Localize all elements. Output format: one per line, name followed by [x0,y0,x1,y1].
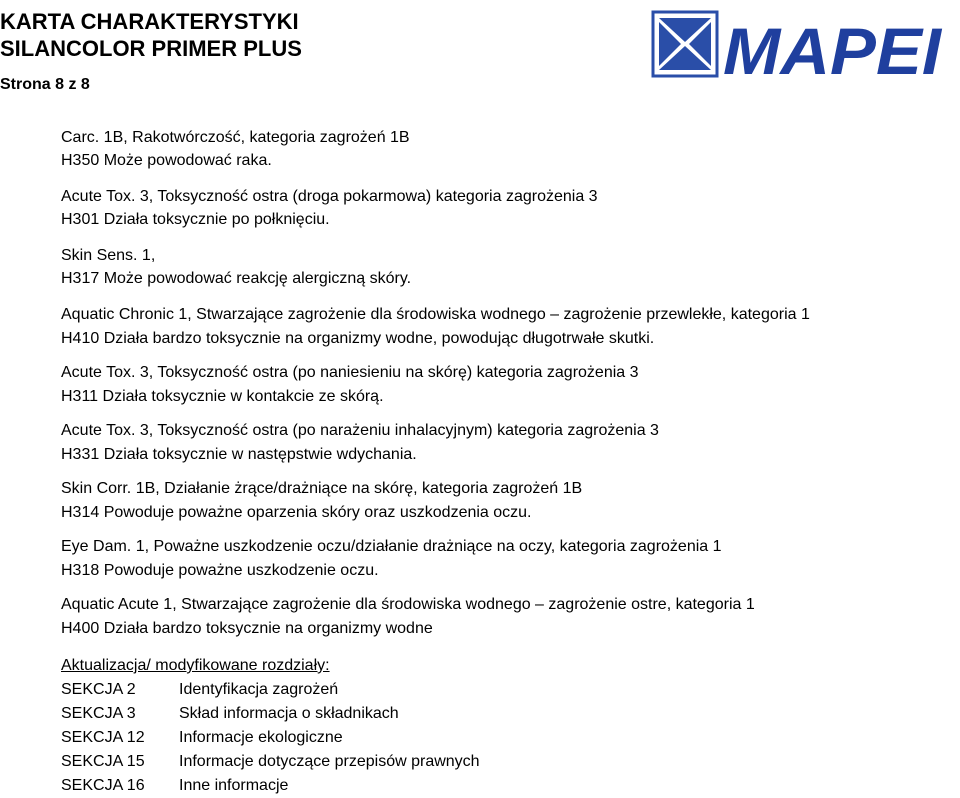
hazard-list [61,126,951,640]
section-name: Inne informacje [179,777,289,794]
section-id: SEKCJA 2 [61,681,136,698]
section-id: SEKCJA 12 [61,729,145,746]
hazard-statement: H314 Powoduje poważne oparzenia skóry oraz uszkodzenia oczu. [61,503,532,521]
document-header [0,8,302,94]
page-number: Strona 8 z 8 [0,76,90,93]
hazard-block [61,126,951,172]
updated-sections [61,654,951,798]
hazard-classification: Skin Sens. 1, [61,247,156,264]
section-id: SEKCJA 15 [61,753,145,770]
hazard-classification: Skin Corr. 1B, Działanie żrące/drażniące na skórę, kategoria zagrożeń 1B [61,480,583,497]
hazard-statement: H317 Może powodować reakcję alergiczną skóry. [61,270,412,287]
hazard-block [61,303,951,350]
hazard-classification: Aquatic Chronic 1, Stwarzające zagrożenie dla środowiska wodnego – zagrożenie przewlekłe, kategoria 1 [61,306,810,323]
hazard-classification: Acute Tox. 3, Toksyczność ostra (droga pokarmowa) kategoria zagrożenia 3 [61,188,598,205]
updated-sections-heading: Aktualizacja/ modyfikowane rozdziały: [61,657,330,674]
section-list [61,678,951,798]
document-body [61,126,951,798]
hazard-statement: H331 Działa toksycznie w następstwie wdychania. [61,445,417,463]
hazard-classification: Acute Tox. 3, Toksyczność ostra (po naniesieniu na skórę) kategoria zagrożenia 3 [61,364,639,381]
section-name: Identyfikacja zagrożeń [179,681,339,698]
hazard-statement: H350 Może powodować raka. [61,152,272,169]
section-row [61,774,951,798]
section-row [61,750,951,774]
hazard-statement: H410 Działa bardzo toksycznie na organizmy wodne, powodując długotrwałe skutki. [61,329,655,347]
section-row [61,702,951,726]
section-name: Informacje ekologiczne [179,729,343,746]
mapei-mark-icon [653,12,717,76]
hazard-block [61,244,951,290]
section-row [61,678,951,702]
section-id: SEKCJA 3 [61,705,136,722]
hazard-block [61,361,951,408]
svg-text:MAPEI: MAPEI [723,14,943,88]
document-title-line1: KARTA CHARAKTERYSTYKI [0,9,299,34]
hazard-statement: H318 Powoduje poważne uszkodzenie oczu. [61,561,379,579]
hazard-block [61,593,951,640]
hazard-classification: Eye Dam. 1, Poważne uszkodzenie oczu/działanie drażniące na oczy, kategoria zagrożenia 1 [61,538,722,555]
hazard-classification: Aquatic Acute 1, Stwarzające zagrożenie dla środowiska wodnego – zagrożenie ostre, kategoria 1 [61,596,755,613]
section-name: Skład informacja o składnikach [179,705,399,722]
section-name: Informacje dotyczące przepisów prawnych [179,753,480,770]
section-row [61,726,951,750]
hazard-statement: H311 Działa toksycznie w kontakcie ze skórą. [61,387,384,405]
document-title-line2: SILANCOLOR PRIMER PLUS [0,36,302,61]
hazard-block [61,535,951,582]
hazard-block [61,185,951,231]
hazard-statement: H301 Działa toksycznie po połknięciu. [61,211,330,228]
section-id: SEKCJA 16 [61,777,145,794]
mapei-logo [651,8,951,90]
hazard-classification: Acute Tox. 3, Toksyczność ostra (po narażeniu inhalacyjnym) kategoria zagrożenia 3 [61,422,659,439]
hazard-block [61,477,951,524]
hazard-classification: Carc. 1B, Rakotwórczość, kategoria zagrożeń 1B [61,129,410,146]
hazard-block [61,419,951,466]
hazard-statement: H400 Działa bardzo toksycznie na organizmy wodne [61,619,433,637]
